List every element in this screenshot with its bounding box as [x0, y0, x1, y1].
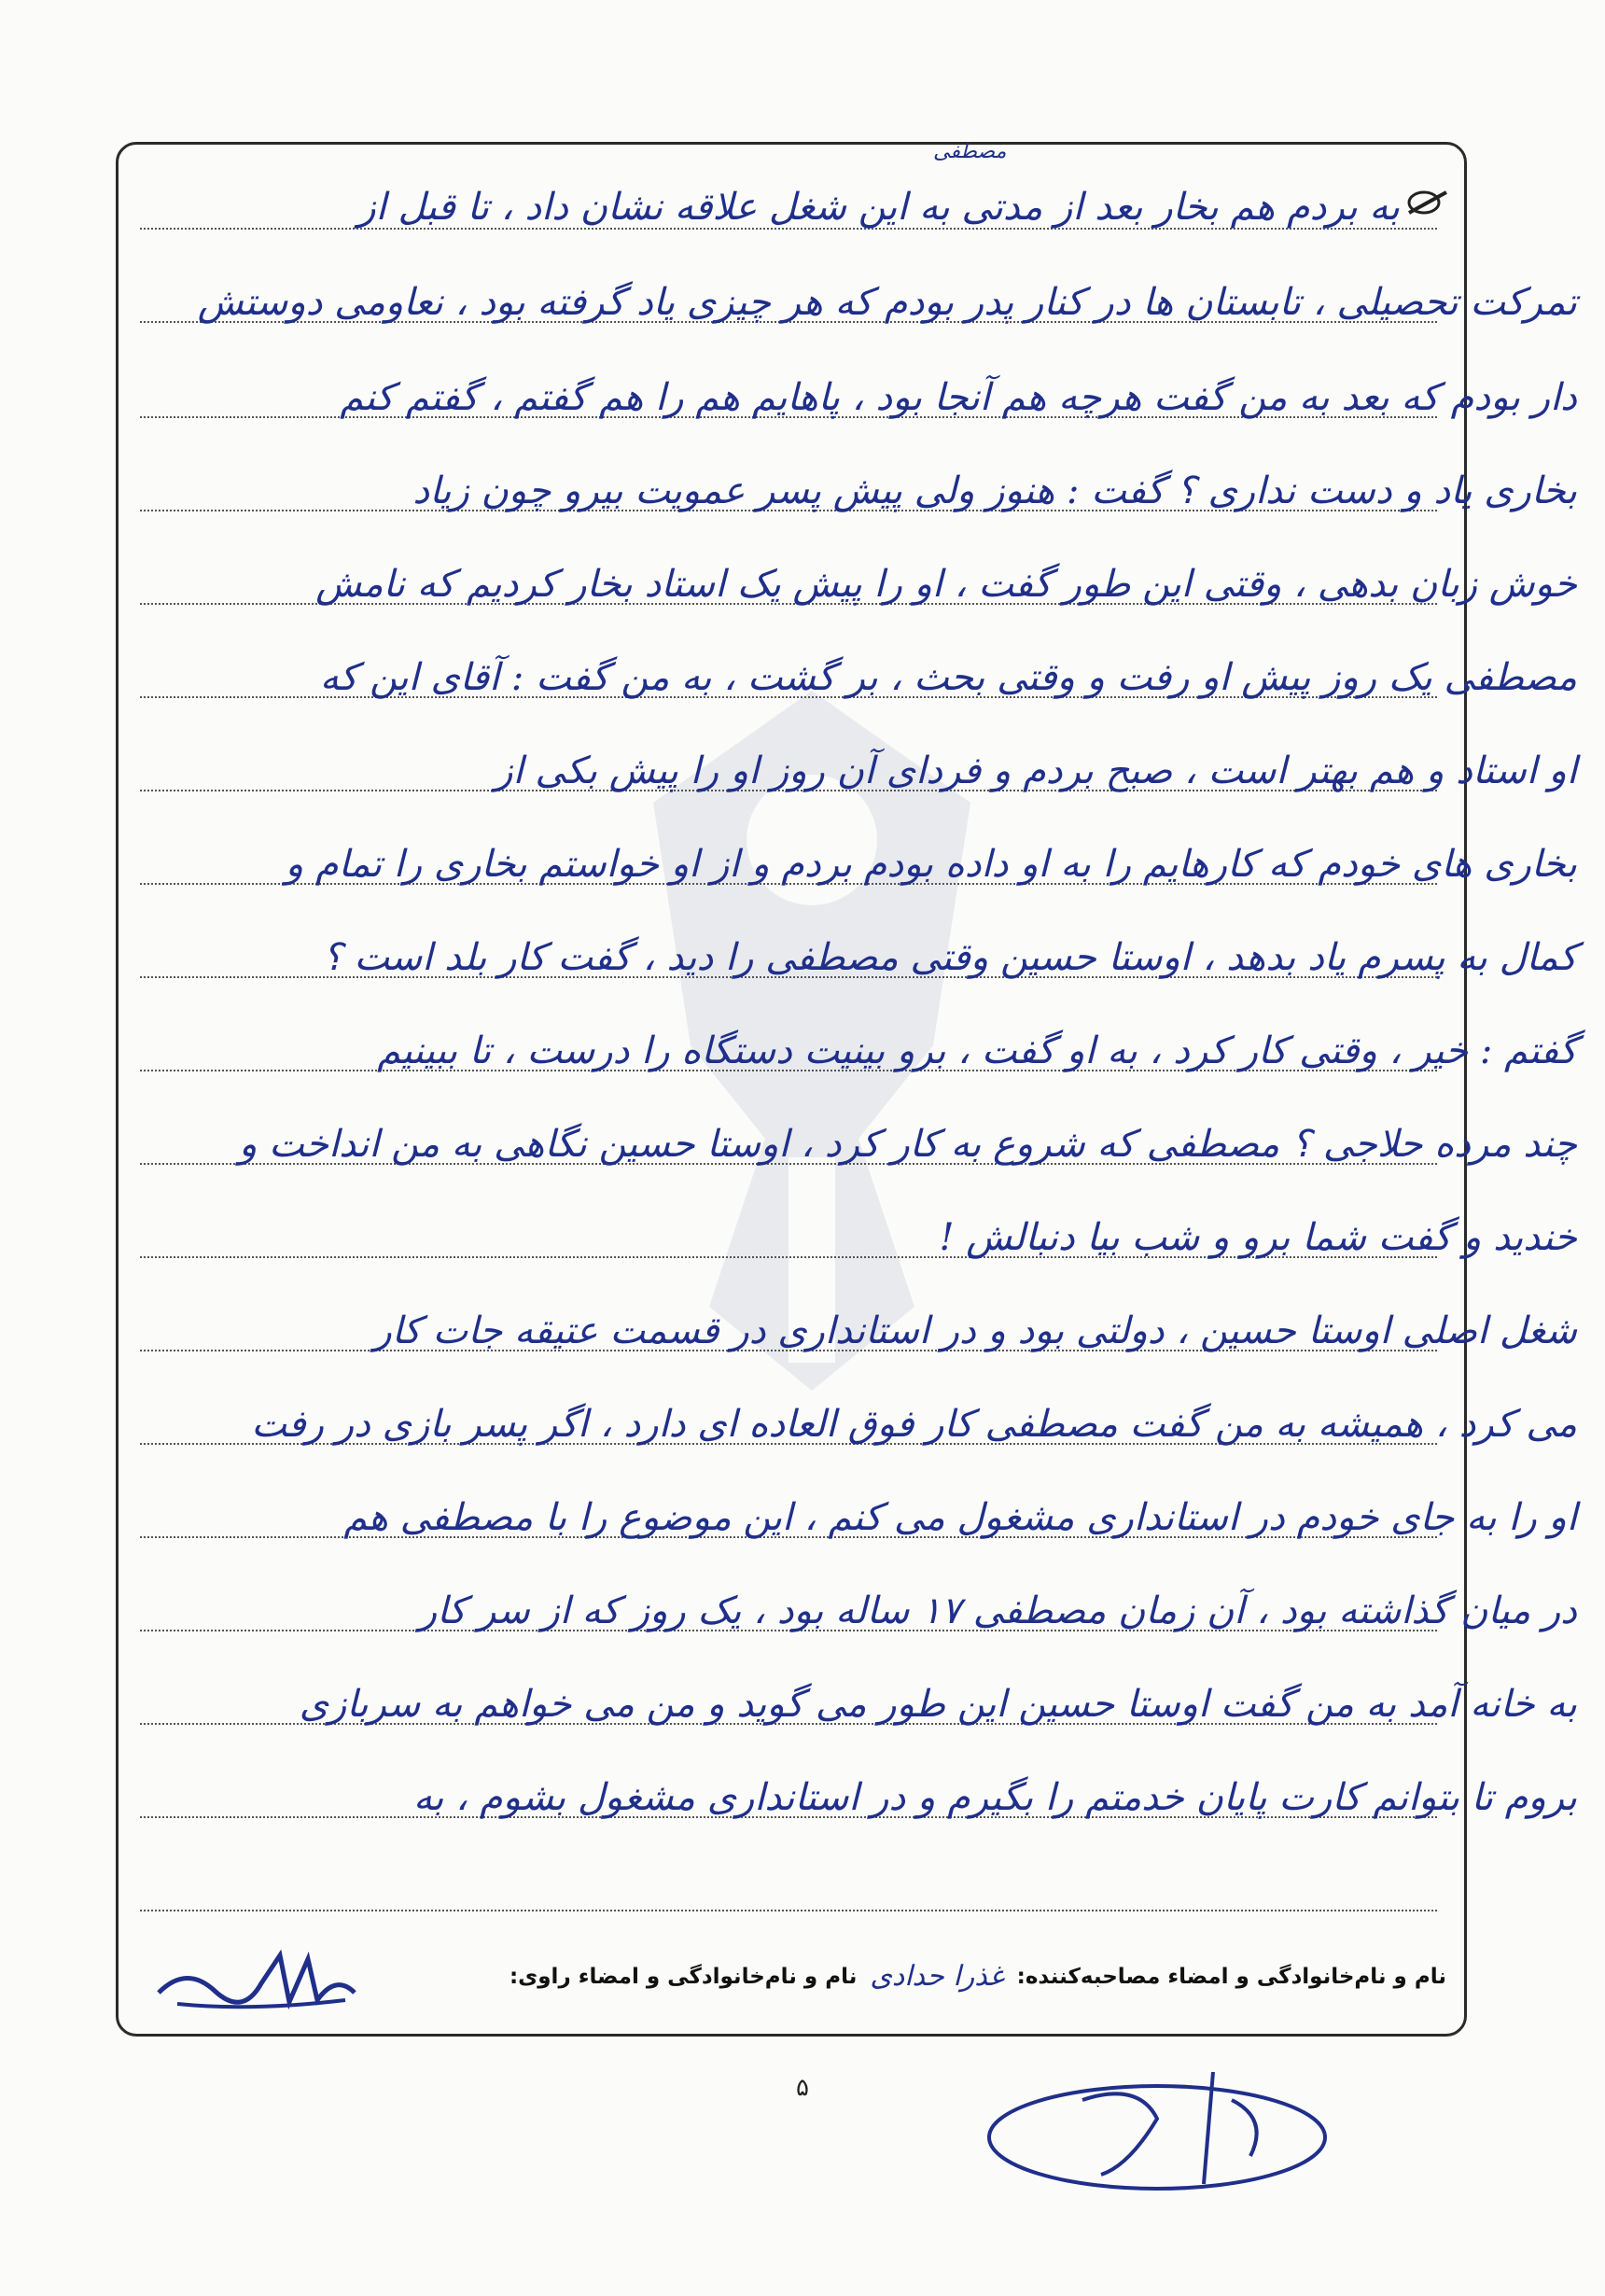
interviewer-label: نام و نام‌خانوادگی و امضاء مصاحبه‌کننده: [1016, 1964, 1446, 1989]
bottom-signature [970, 2063, 1372, 2212]
margin-note-top: مصطفی [933, 140, 1007, 163]
handwritten-line: چند مرده حلاجی ؟ مصطفی که شروع به کار کرد ، اوستا حسین نگاهی به من انداخت و [239, 1123, 1577, 1166]
handwritten-line: می کرد ، همیشه به من گفت مصطفی کار فوق العاده ای دارد ، اگر پسر بازی در رفت [251, 1403, 1577, 1446]
handwritten-line: به خانه آمد به من گفت اوستا حسین این طور می گوید و من می خواهم به سربازی [299, 1683, 1577, 1726]
handwritten-line: بخاری های خودم که کارهایم را به او داده بودم بردم و از او خواستم بخاری را تمام و [285, 843, 1577, 886]
page-border-frame [116, 142, 1467, 2037]
pen-hand-icon [1405, 187, 1448, 218]
handwritten-line: بخاری یاد و دست نداری ؟ گفت : هنوز ولی پیش پسر عمویت بیرو چون زیاد [412, 469, 1577, 512]
handwritten-line: خوش زبان بدهی ، وقتی این طور گفت ، او را پیش یک استاد بخار کردیم که نامش [315, 563, 1577, 606]
page-number: ۵ [796, 2074, 809, 2102]
ruled-line [140, 1910, 1437, 1911]
interviewer-name: غذرا حدادی [870, 1960, 1004, 1993]
handwritten-line: گفتم : خیر ، وقتی کار کرد ، به او گفت ، برو بینیت دستگاه را درست ، تا ببینیم [377, 1029, 1577, 1072]
handwritten-line: دار بودم که بعد به من گفت هرچه هم آنجا بود ، پاهایم هم را هم گفتم ، گفتم کنم [340, 376, 1577, 419]
handwritten-line: مصطفی یک روز پیش او رفت و وقتی بحث ، بر گشت ، به من گفت : آقای این که [319, 656, 1577, 699]
handwritten-line: شغل اصلی اوستا حسین ، دولتی بود و در استانداری در قسمت عتیقه جات کار [373, 1309, 1577, 1352]
narrator-label: نام و نام‌خانوادگی و امضاء راوی: [509, 1964, 858, 1989]
handwritten-line: کمال به پسرم یاد بدهد ، اوستا حسین وقتی مصطفی را دید ، گفت کار بلد است ؟ [322, 936, 1577, 979]
handwritten-line: در میان گذاشته بود ، آن زمان مصطفی ۱۷ ساله بود ، یک روز که از سر کار [418, 1589, 1577, 1632]
handwritten-line: به بردم هم بخار بعد از مدتی به این شغل علاقه نشان داد ، تا قبل از [357, 186, 1400, 229]
handwritten-line: خندید و گفت شما برو و شب بیا دنبالش ! [939, 1216, 1577, 1259]
handwritten-line: تمرکت تحصیلی ، تابستان ها در کنار پدر بودم که هر چیزی یاد گرفته بود ، نعاومی دوستش [197, 281, 1577, 324]
handwritten-line: او را به جای خودم در استانداری مشغول می کنم ، این موضوع را با مصطفی هم [343, 1496, 1577, 1539]
handwritten-line: بروم تا بتوانم کارت پایان خدمتم را بگیرم و در استانداری مشغول بشوم ، به [412, 1776, 1577, 1819]
handwritten-line: او استاد و هم بهتر است ، صبح بردم و فردای آن روز او را پیش بکی از [495, 749, 1577, 792]
narrator-signature [149, 1946, 364, 2021]
